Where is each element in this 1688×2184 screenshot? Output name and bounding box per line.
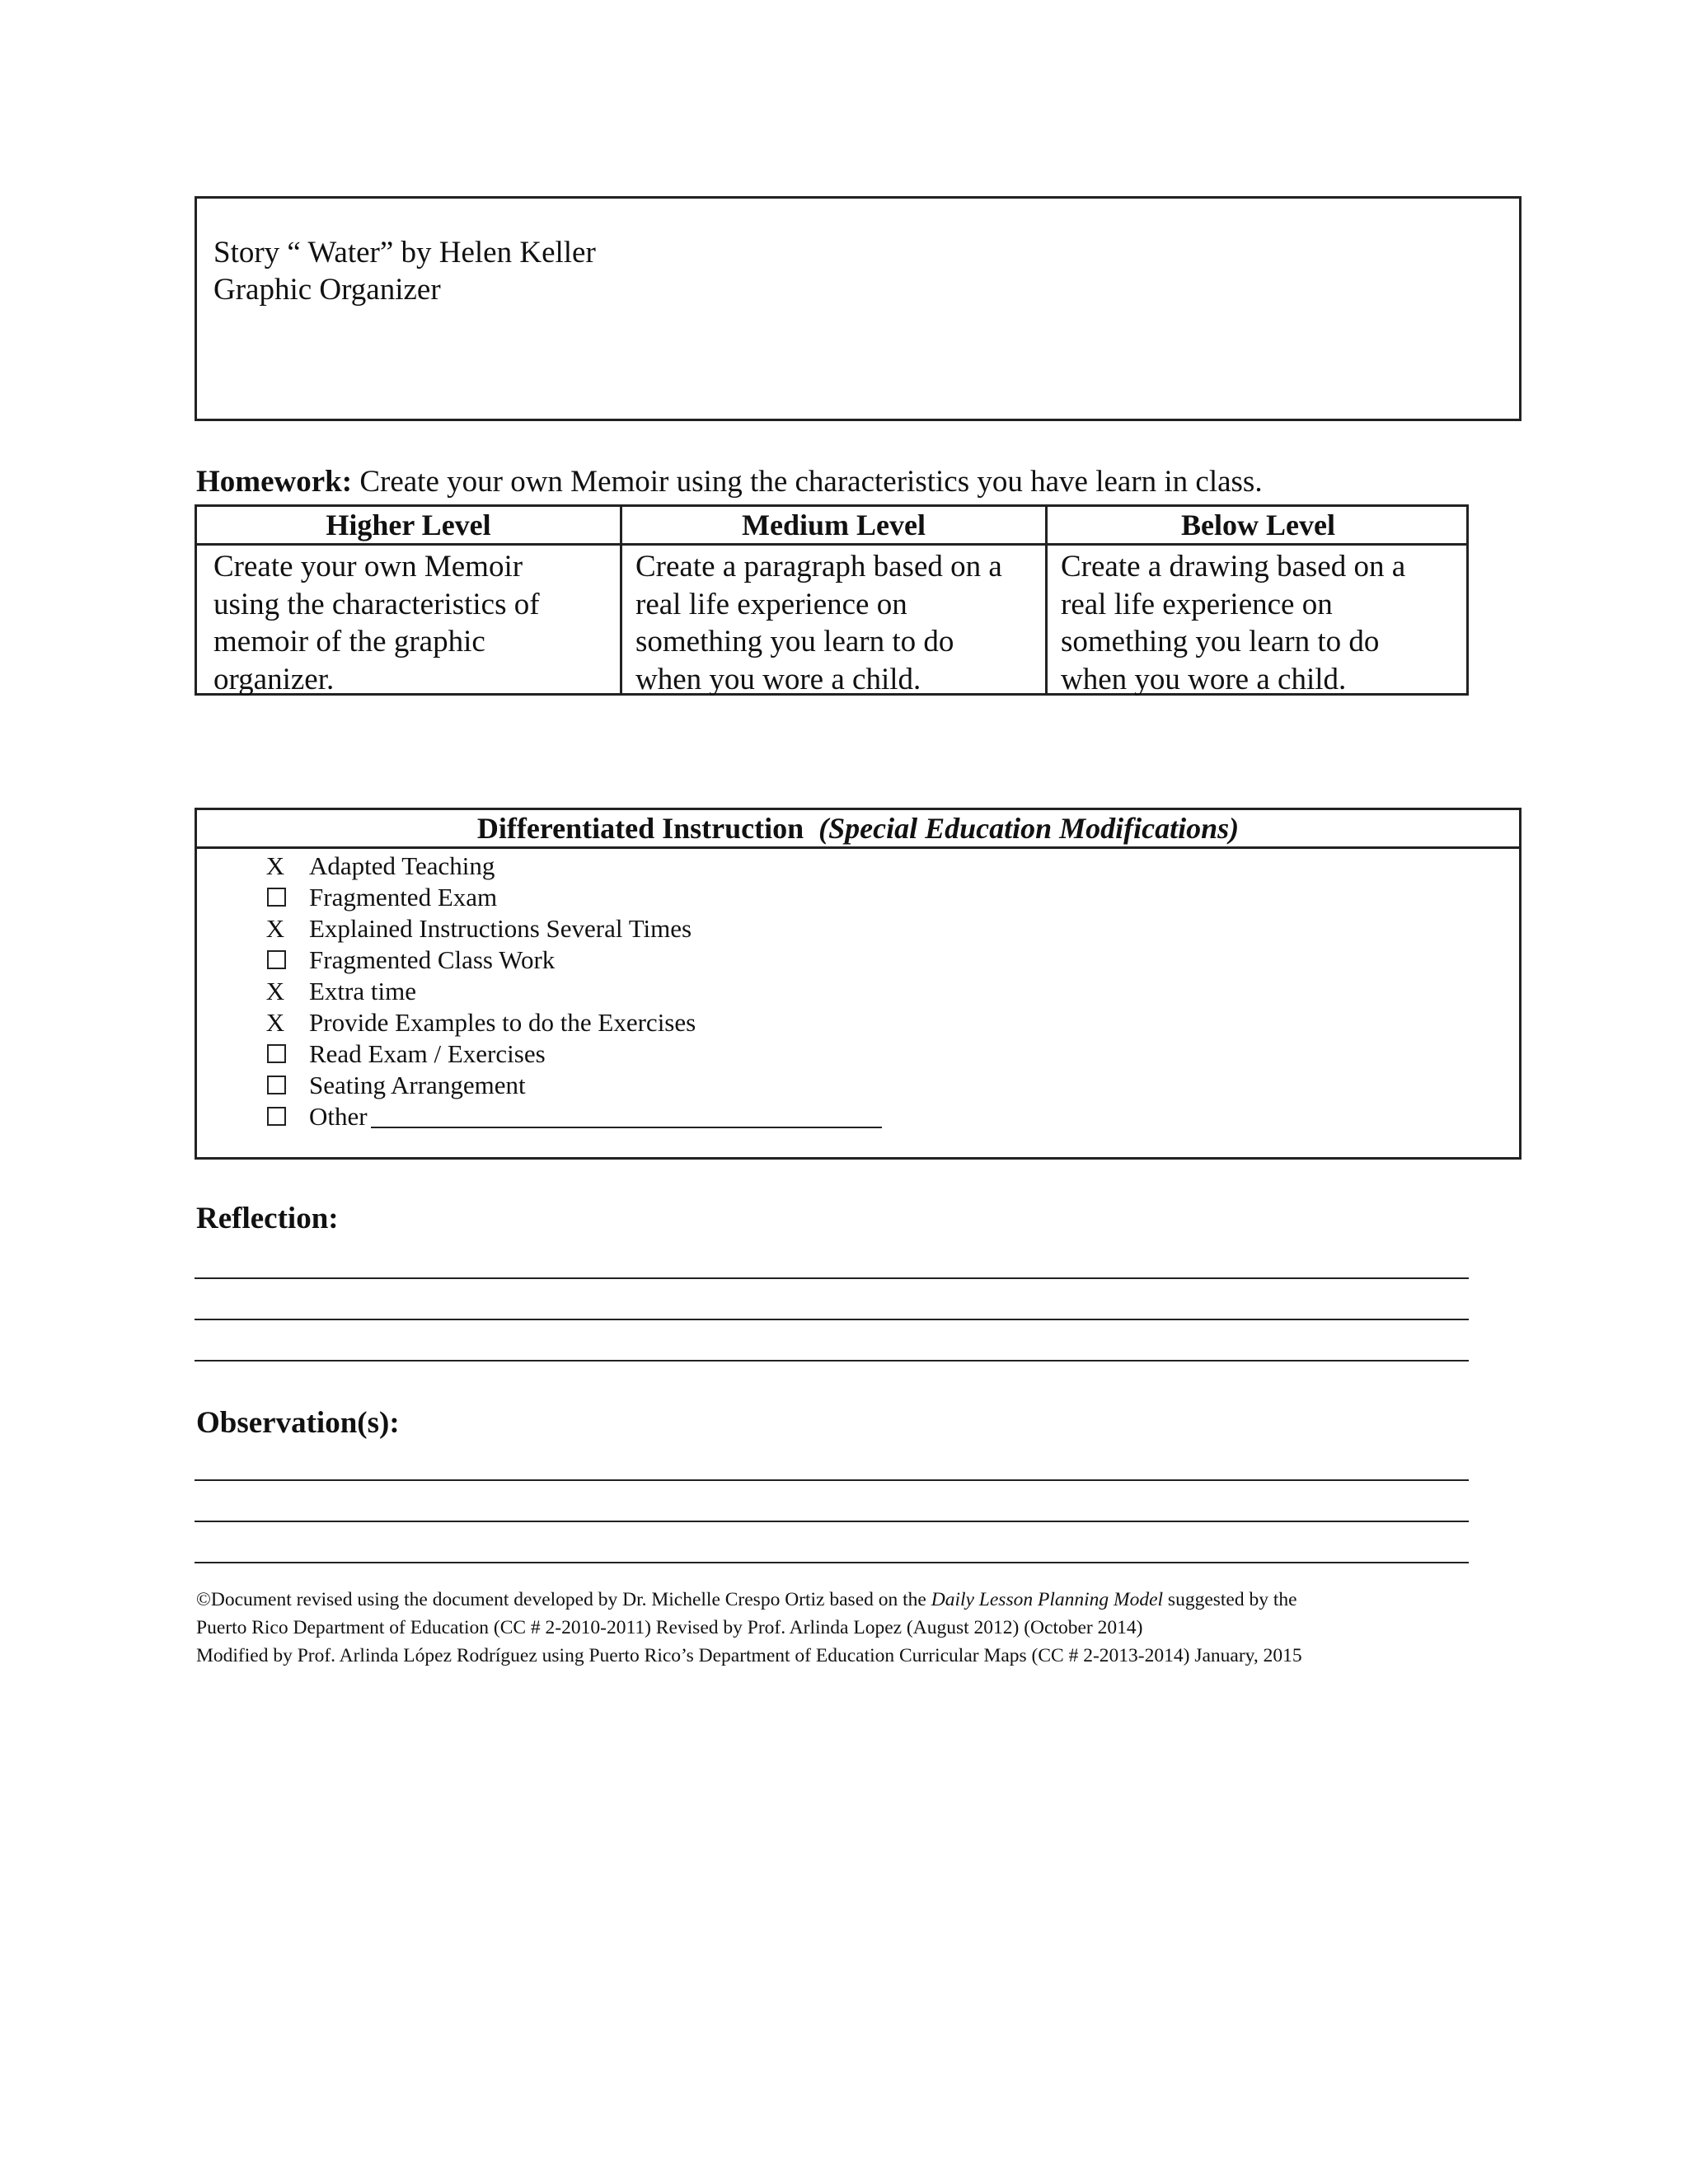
footer-line-3: Modified by Prof. Arlinda López Rodríguez using Puerto Rico’s Department of Education Curricular Maps (CC # 2-2013-2014) January, 2015 <box>196 1645 1302 1666</box>
other-blank-field[interactable] <box>371 1105 882 1128</box>
option-other[interactable] <box>263 1101 368 1132</box>
option-label: Provide Examples to do the Exercises <box>309 1008 696 1037</box>
levels-table <box>195 504 1469 696</box>
option-provide-examples[interactable] <box>263 1007 696 1038</box>
option-label: Seating Arrangement <box>309 1071 526 1099</box>
story-title: Story “ Water” by Helen Keller <box>213 236 596 269</box>
header-higher-level: Higher Level <box>326 509 491 541</box>
footer-credits <box>196 1586 1548 1670</box>
homework-text: Create your own Memoir using the characteristics you have learn in class. <box>352 465 1263 499</box>
checked-mark: X <box>265 977 285 1005</box>
observation-line[interactable] <box>195 1521 1469 1522</box>
option-seating-arrangement[interactable] <box>263 1070 526 1101</box>
option-fragmented-class-work[interactable] <box>263 944 556 976</box>
checkbox-icon[interactable] <box>267 950 286 969</box>
cell-line: something you learn to do <box>635 625 954 658</box>
graphic-organizer-label: Graphic Organizer <box>213 273 441 307</box>
option-label: Other <box>309 1102 368 1131</box>
cell-line: real life experience on <box>635 587 907 621</box>
higher-level-cell <box>213 548 617 698</box>
cell-line: something you learn to do <box>1061 625 1380 658</box>
footer-line-1 <box>196 1586 1548 1614</box>
differentiated-subtitle: (Special Education Modifications) <box>818 812 1240 845</box>
option-label: Extra time <box>309 977 416 1005</box>
cell-line: Create a drawing based on a <box>1061 550 1406 583</box>
header-medium-level: Medium Level <box>742 509 926 541</box>
checkbox-icon[interactable] <box>267 1076 286 1094</box>
option-adapted-teaching[interactable] <box>263 851 495 882</box>
checkbox-icon[interactable] <box>267 1107 286 1126</box>
cell-line: organizer. <box>213 662 335 696</box>
cell-line: when you wore a child. <box>1061 662 1347 696</box>
checkbox-icon[interactable] <box>267 888 286 907</box>
footer-text: suggested by the <box>1163 1589 1297 1610</box>
cell-line: Create your own Memoir <box>213 550 523 583</box>
option-read-exam[interactable] <box>263 1038 546 1070</box>
differentiated-title: Differentiated Instruction <box>476 812 804 845</box>
option-explained-instructions[interactable] <box>263 913 692 944</box>
reflection-line[interactable] <box>195 1277 1469 1279</box>
footer-text: ©Document revised using the document developed by Dr. Michelle Crespo Ortiz based on the <box>196 1589 931 1610</box>
checked-mark: X <box>265 851 285 880</box>
cell-line: real life experience on <box>1061 587 1333 621</box>
option-label: Adapted Teaching <box>309 851 495 880</box>
option-label: Fragmented Class Work <box>309 945 556 974</box>
footer-line-2: Puerto Rico Department of Education (CC # 2-2010-2011) Revised by Prof. Arlinda Lopez (August 2012) (October 2014) <box>196 1617 1143 1638</box>
reflection-title: Reflection: <box>196 1202 339 1235</box>
medium-level-cell <box>635 548 1043 698</box>
checked-mark: X <box>265 914 285 943</box>
below-level-cell <box>1061 548 1469 698</box>
reflection-line[interactable] <box>195 1319 1469 1320</box>
reflection-line[interactable] <box>195 1360 1469 1361</box>
observation-line[interactable] <box>195 1562 1469 1563</box>
differentiated-instruction-header <box>197 810 1519 849</box>
header-below-level: Below Level <box>1181 509 1335 541</box>
cell-line: when you wore a child. <box>635 662 921 696</box>
checkbox-icon[interactable] <box>267 1044 286 1063</box>
differentiated-instruction-box <box>195 808 1522 1160</box>
cell-line: using the characteristics of <box>213 587 540 621</box>
cell-line: Create a paragraph based on a <box>635 550 1002 583</box>
option-extra-time[interactable] <box>263 976 416 1007</box>
footer-model-name: Daily Lesson Planning Model <box>931 1589 1164 1610</box>
option-fragmented-exam[interactable] <box>263 882 498 913</box>
checked-mark: X <box>265 1008 285 1037</box>
observations-title: Observation(s): <box>196 1406 400 1440</box>
option-label: Fragmented Exam <box>309 883 498 912</box>
homework-label: Homework: <box>196 465 353 499</box>
option-label: Read Exam / Exercises <box>309 1039 546 1068</box>
lesson-box <box>195 196 1522 421</box>
cell-line: memoir of the graphic <box>213 625 485 658</box>
homework-line <box>196 464 1263 499</box>
observation-line[interactable] <box>195 1479 1469 1481</box>
option-label: Explained Instructions Several Times <box>309 914 692 943</box>
